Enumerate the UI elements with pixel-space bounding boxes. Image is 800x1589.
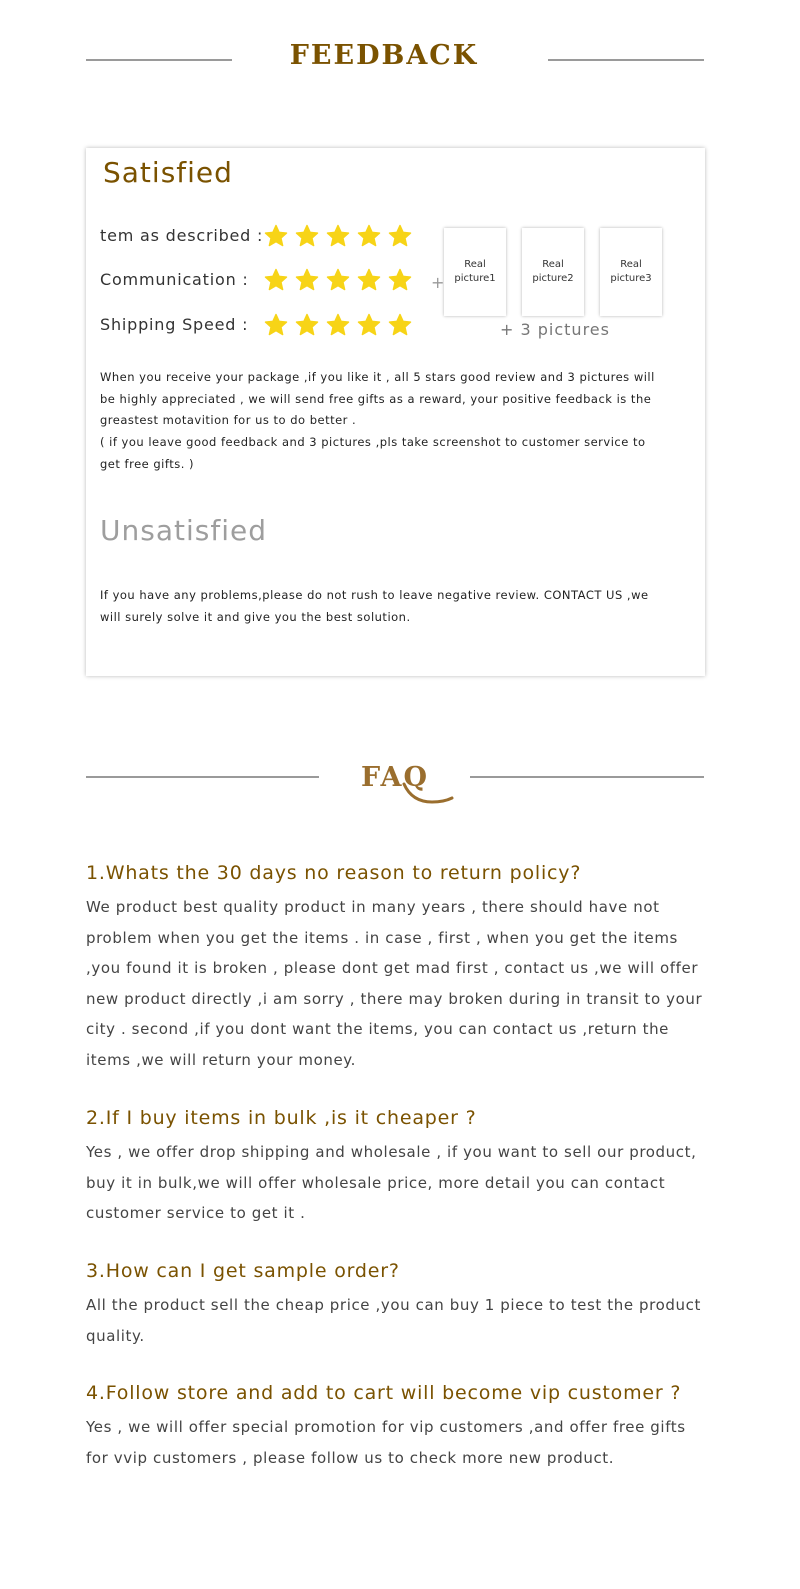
real-picture-1 [444, 228, 506, 316]
feedback-heading: FEEDBACK [289, 40, 479, 71]
faq-answer-3: All the product sell the cheap price ,you can buy 1 piece to test the product quality. [86, 1296, 701, 1345]
faq-divider-right [470, 776, 704, 778]
faq-answer-4: Yes , we will offer special promotion for vip customers ,and offer free gifts for vvip customers , please follow us to check more new product. [86, 1418, 686, 1467]
star-icon [388, 268, 412, 292]
plus-icon: + [431, 273, 445, 292]
faq-divider-left [86, 776, 319, 778]
satisfied-title: Satisfied [103, 156, 233, 189]
rating-label-described: tem as described : [100, 226, 264, 245]
star-icon [326, 224, 350, 248]
rating-stars-described [264, 224, 412, 248]
faq-answer-1: We product best quality product in many years , there should have not problem when you get the items . in case , first , when you get the items ,you found it is broken , please dont get mad first , contact us ,we will offer new product directly ,i am sorry , there may broken during in transit to your city . second ,if you dont want the items, you can contact us ,return the items ,we will return your money. [86, 898, 703, 1069]
star-icon [264, 313, 288, 337]
feedback-divider-left [86, 59, 232, 61]
star-icon [357, 313, 381, 337]
real-picture-1-label: Real picture1 [454, 259, 496, 284]
star-icon [357, 224, 381, 248]
rating-label-shipping: Shipping Speed : [100, 315, 249, 334]
star-icon [326, 268, 350, 292]
faq-question-2: 2.If I buy items in bulk ,is it cheaper ? [86, 1107, 477, 1129]
star-icon [295, 268, 319, 292]
star-icon [264, 224, 288, 248]
star-icon [326, 313, 350, 337]
unsatisfied-title: Unsatisfied [100, 514, 267, 547]
real-picture-2 [522, 228, 584, 316]
star-icon [295, 224, 319, 248]
satisfied-text: When you receive your package ,if you like it , all 5 stars good review and 3 pictures will be highly appreciated , we will send free gifts as a reward, your positive feedback is the greastest motavition for us to do better . [100, 370, 655, 427]
faq-question-4: 4.Follow store and add to cart will become vip customer ? [86, 1382, 682, 1404]
rating-stars-shipping [264, 313, 412, 337]
faq-answer-2: Yes , we offer drop shipping and wholesale , if you want to sell our product, buy it in bulk,we will offer wholesale price, more detail you can contact customer service to get it . [86, 1143, 697, 1222]
faq-question-1: 1.Whats the 30 days no reason to return policy? [86, 862, 582, 884]
faq-swash-icon [398, 778, 458, 808]
satisfied-note: ( if you leave good feedback and 3 pictures ,pls take screenshot to customer service to get free gifts. ) [100, 435, 646, 471]
real-picture-3 [600, 228, 662, 316]
faq-heading: FAQ [360, 762, 430, 793]
star-icon [295, 313, 319, 337]
rating-label-communication: Communication : [100, 270, 249, 289]
star-icon [264, 268, 288, 292]
unsatisfied-text: If you have any problems,please do not rush to leave negative review. CONTACT US ,we will surely solve it and give you the best solution. [100, 588, 649, 624]
rating-stars-communication [264, 268, 412, 292]
star-icon [388, 224, 412, 248]
faq-question-3: 3.How can I get sample order? [86, 1260, 400, 1282]
star-icon [388, 313, 412, 337]
star-icon [357, 268, 381, 292]
real-picture-3-label: Real picture3 [610, 259, 652, 284]
pictures-caption: + 3 pictures [500, 320, 610, 339]
feedback-divider-right [548, 59, 704, 61]
real-picture-2-label: Real picture2 [532, 259, 574, 284]
